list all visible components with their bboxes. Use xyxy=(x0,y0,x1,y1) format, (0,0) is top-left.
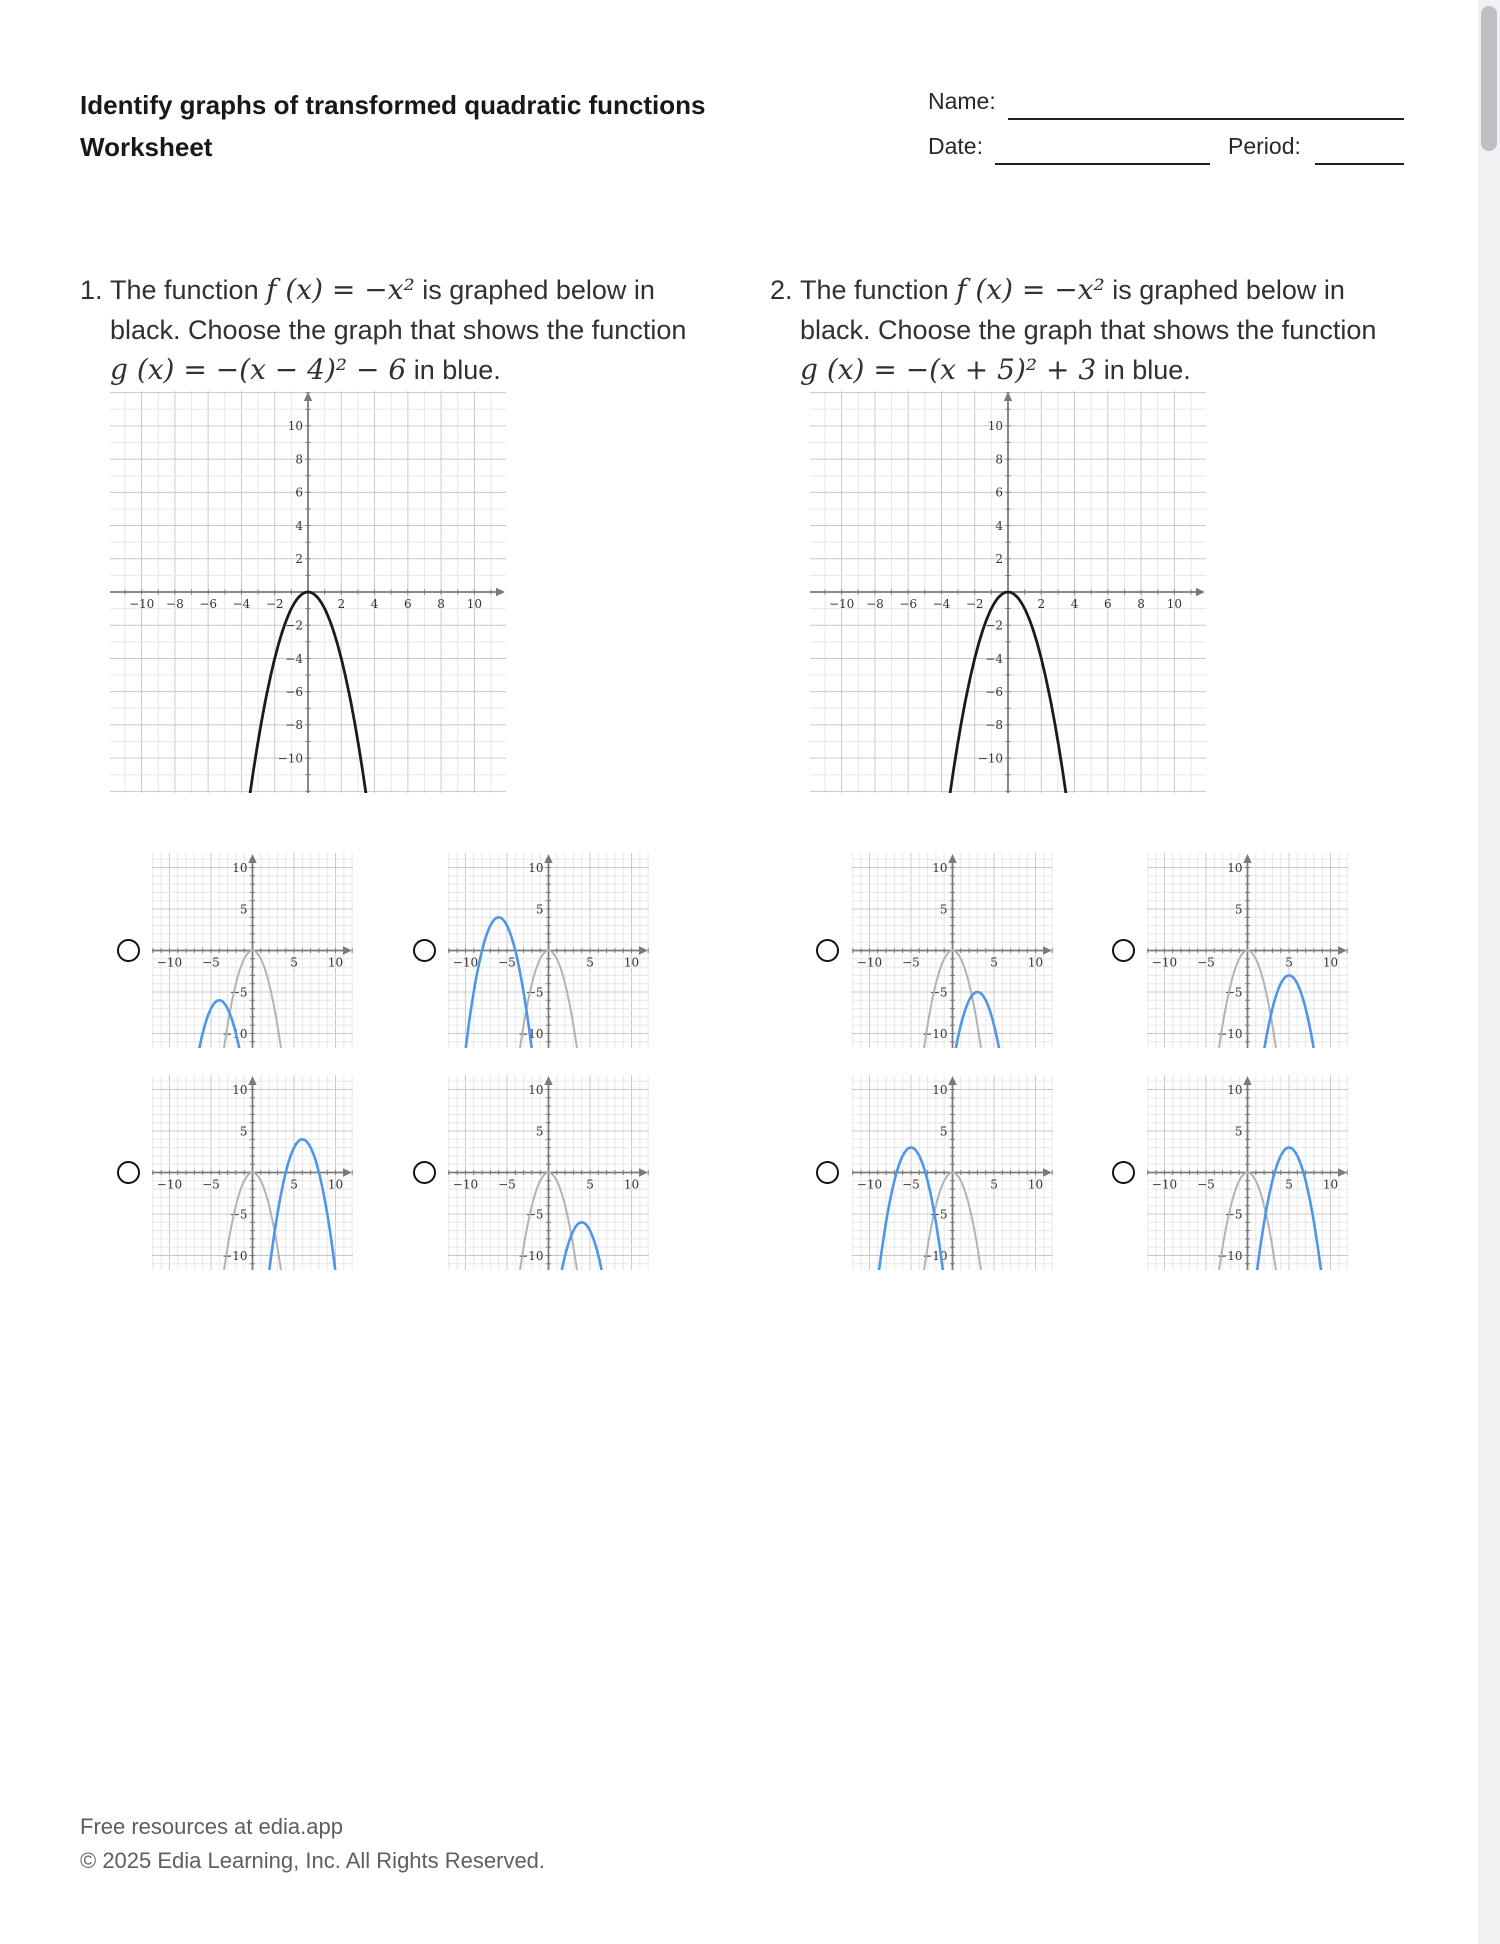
svg-text:2: 2 xyxy=(337,597,346,611)
problem-2-option-3-radio[interactable] xyxy=(816,1161,839,1184)
svg-text:10: 10 xyxy=(623,1177,640,1192)
problem-2-number: 2. xyxy=(770,275,793,305)
svg-text:6: 6 xyxy=(295,485,303,500)
svg-text:−5: −5 xyxy=(1197,955,1215,970)
svg-text:5: 5 xyxy=(290,1177,298,1192)
svg-text:−5: −5 xyxy=(498,1177,516,1192)
svg-text:−10: −10 xyxy=(222,1248,248,1263)
svg-text:−8: −8 xyxy=(985,718,1003,733)
period-label: Period: xyxy=(1228,133,1301,159)
problem-2-option-2-radio[interactable] xyxy=(1112,939,1135,962)
svg-text:−10: −10 xyxy=(922,1026,948,1041)
svg-text:−6: −6 xyxy=(199,597,218,611)
svg-text:10: 10 xyxy=(1166,597,1183,611)
svg-text:5: 5 xyxy=(1285,1177,1293,1192)
svg-text:10: 10 xyxy=(1227,860,1243,875)
svg-text:10: 10 xyxy=(232,1082,248,1097)
svg-text:2: 2 xyxy=(295,552,303,567)
problem-2-option-4-radio[interactable] xyxy=(1112,1161,1135,1184)
problem-2-option-3-graph xyxy=(852,1075,1053,1275)
svg-text:4: 4 xyxy=(1070,597,1079,611)
problem-2-statement: 2. The function f (x) = −x² is graphed below in black. Choose the graph that shows the function g (x) = −(x + 5)² + 3 in blue. xyxy=(770,270,1380,390)
svg-text:−5: −5 xyxy=(229,985,248,1000)
svg-text:−5: −5 xyxy=(902,1177,920,1192)
svg-text:−10: −10 xyxy=(518,1248,544,1263)
svg-text:10: 10 xyxy=(987,419,1003,434)
svg-text:−4: −4 xyxy=(232,597,251,611)
problem-1-number: 1. xyxy=(80,275,103,305)
date-blank-line xyxy=(995,163,1210,165)
svg-text:5: 5 xyxy=(535,902,544,917)
svg-text:−10: −10 xyxy=(277,751,303,766)
svg-text:−4: −4 xyxy=(985,651,1003,666)
svg-text:5: 5 xyxy=(939,902,948,917)
problem-2-option-1-graph xyxy=(852,853,1053,1053)
svg-text:−10: −10 xyxy=(518,1026,544,1041)
svg-text:10: 10 xyxy=(1322,955,1339,970)
g-expression: g (x) = −(x + 5)² + 3 xyxy=(800,353,1097,386)
svg-text:−2: −2 xyxy=(965,597,984,611)
f-expression: f (x) = −x² xyxy=(956,273,1105,306)
svg-text:−5: −5 xyxy=(1224,1207,1243,1222)
svg-text:−10: −10 xyxy=(977,751,1003,766)
svg-text:−2: −2 xyxy=(265,597,284,611)
problem-2-option-1-radio[interactable] xyxy=(816,939,839,962)
svg-text:8: 8 xyxy=(1137,597,1145,611)
svg-text:10: 10 xyxy=(932,1082,948,1097)
svg-text:2: 2 xyxy=(1037,597,1046,611)
svg-text:2: 2 xyxy=(995,552,1003,567)
period-blank-line xyxy=(1315,163,1404,165)
svg-text:5: 5 xyxy=(990,1177,998,1192)
name-label: Name: xyxy=(928,88,996,114)
problem-1-option-4-graph xyxy=(448,1075,649,1275)
svg-text:4: 4 xyxy=(370,597,379,611)
problem-1-option-3-graph xyxy=(152,1075,353,1275)
worksheet-title xyxy=(80,84,780,168)
date-label: Date: xyxy=(928,133,983,159)
svg-text:10: 10 xyxy=(528,1082,544,1097)
svg-text:−10: −10 xyxy=(156,1177,183,1192)
svg-text:−6: −6 xyxy=(985,684,1003,699)
svg-text:−10: −10 xyxy=(128,597,155,611)
f-expression: f (x) = −x² xyxy=(266,273,415,306)
name-blank-line xyxy=(1008,118,1404,120)
svg-text:6: 6 xyxy=(995,485,1003,500)
svg-text:−8: −8 xyxy=(285,718,303,733)
svg-text:10: 10 xyxy=(327,955,344,970)
svg-text:−10: −10 xyxy=(452,1177,479,1192)
svg-text:−5: −5 xyxy=(202,1177,220,1192)
problem-1-option-3-radio[interactable] xyxy=(117,1161,140,1184)
svg-text:−10: −10 xyxy=(156,955,183,970)
svg-text:10: 10 xyxy=(623,955,640,970)
svg-text:−2: −2 xyxy=(285,618,303,633)
svg-text:−5: −5 xyxy=(525,1207,544,1222)
svg-text:10: 10 xyxy=(528,860,544,875)
problem-1-option-1-graph xyxy=(152,853,353,1053)
svg-text:10: 10 xyxy=(327,1177,344,1192)
svg-text:10: 10 xyxy=(466,597,483,611)
svg-text:−10: −10 xyxy=(452,955,479,970)
svg-text:−5: −5 xyxy=(929,1207,948,1222)
svg-text:−2: −2 xyxy=(985,618,1003,633)
svg-text:10: 10 xyxy=(932,860,948,875)
svg-text:−5: −5 xyxy=(202,955,220,970)
svg-text:−8: −8 xyxy=(166,597,184,611)
problem-2-option-2-graph xyxy=(1147,853,1348,1053)
problem-1-main-graph xyxy=(110,391,506,798)
svg-text:5: 5 xyxy=(1285,955,1293,970)
scrollbar-thumb[interactable] xyxy=(1481,6,1497,151)
svg-text:8: 8 xyxy=(437,597,445,611)
svg-text:−5: −5 xyxy=(525,985,544,1000)
problem-1-option-2-graph xyxy=(448,853,649,1053)
svg-text:−10: −10 xyxy=(1151,1177,1178,1192)
svg-text:−4: −4 xyxy=(932,597,951,611)
svg-text:−10: −10 xyxy=(222,1026,248,1041)
svg-text:−5: −5 xyxy=(902,955,920,970)
svg-text:−6: −6 xyxy=(285,684,303,699)
svg-text:10: 10 xyxy=(1027,1177,1044,1192)
svg-text:−5: −5 xyxy=(229,1207,248,1222)
g-expression: g (x) = −(x − 4)² − 6 xyxy=(110,353,407,386)
svg-text:5: 5 xyxy=(1234,1124,1243,1139)
svg-text:8: 8 xyxy=(995,452,1003,467)
svg-text:5: 5 xyxy=(586,1177,594,1192)
svg-text:8: 8 xyxy=(295,452,303,467)
problem-2-main-graph xyxy=(810,391,1206,798)
footer-resources: Free resources at edia.app xyxy=(80,1814,343,1839)
svg-text:−5: −5 xyxy=(498,955,516,970)
svg-text:−10: −10 xyxy=(1217,1248,1243,1263)
svg-text:−5: −5 xyxy=(929,985,948,1000)
title-line-1: Identify graphs of transformed quadratic functions xyxy=(80,90,706,120)
svg-text:−10: −10 xyxy=(828,597,855,611)
svg-text:−10: −10 xyxy=(856,955,883,970)
svg-text:10: 10 xyxy=(232,860,248,875)
svg-text:−10: −10 xyxy=(856,1177,883,1192)
svg-text:−5: −5 xyxy=(1197,1177,1215,1192)
svg-text:−10: −10 xyxy=(922,1248,948,1263)
svg-text:5: 5 xyxy=(990,955,998,970)
problem-2-option-4-graph xyxy=(1147,1075,1348,1275)
svg-text:−5: −5 xyxy=(1224,985,1243,1000)
svg-text:10: 10 xyxy=(287,419,303,434)
svg-text:10: 10 xyxy=(1322,1177,1339,1192)
problem-1-option-1-radio[interactable] xyxy=(117,939,140,962)
problem-1-statement: 1. The function f (x) = −x² is graphed below in black. Choose the graph that shows the function g (x) = −(x − 4)² − 6 in blue. xyxy=(80,270,690,390)
svg-text:10: 10 xyxy=(1227,1082,1243,1097)
page-footer xyxy=(80,1810,545,1878)
svg-text:4: 4 xyxy=(295,518,303,533)
svg-text:5: 5 xyxy=(586,955,594,970)
problem-1-option-4-radio[interactable] xyxy=(413,1161,436,1184)
svg-text:5: 5 xyxy=(1234,902,1243,917)
svg-text:5: 5 xyxy=(290,955,298,970)
title-line-2: Worksheet xyxy=(80,132,213,162)
scrollbar-track[interactable] xyxy=(1478,0,1500,1944)
svg-text:−8: −8 xyxy=(866,597,884,611)
svg-text:5: 5 xyxy=(535,1124,544,1139)
problem-1-option-2-radio[interactable] xyxy=(413,939,436,962)
svg-text:−10: −10 xyxy=(1151,955,1178,970)
svg-text:−4: −4 xyxy=(285,651,303,666)
svg-text:5: 5 xyxy=(939,1124,948,1139)
svg-text:10: 10 xyxy=(1027,955,1044,970)
svg-text:−10: −10 xyxy=(1217,1026,1243,1041)
svg-text:4: 4 xyxy=(995,518,1003,533)
footer-copyright: © 2025 Edia Learning, Inc. All Rights Reserved. xyxy=(80,1848,546,1873)
svg-text:6: 6 xyxy=(1104,597,1112,611)
svg-text:−6: −6 xyxy=(899,597,918,611)
svg-text:5: 5 xyxy=(239,1124,248,1139)
svg-text:5: 5 xyxy=(239,902,248,917)
svg-text:6: 6 xyxy=(404,597,412,611)
